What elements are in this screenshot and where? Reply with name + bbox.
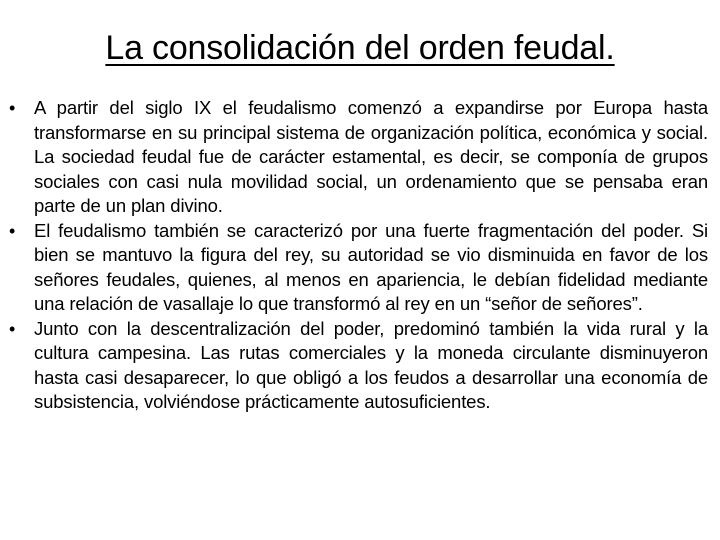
bullet-item-fragmentation — [9, 219, 708, 317]
bullet-text: A partir del siglo IX el feudalismo comenzó a expandirse por Europa hasta transformarse en su principal sistema de organización política, económica y social. La sociedad feudal fue de carácter estamental, es decir, se componía de grupos sociales con casi nula movilidad social, un ordenamiento que se pensaba eran parte de un plan divino. — [34, 97, 708, 216]
bullet-icon: • — [9, 220, 16, 241]
bullet-icon: • — [9, 318, 16, 339]
bullet-icon: • — [9, 98, 16, 118]
bullet-list — [9, 96, 708, 415]
bullet-text: Junto con la descentralización del poder, predominó también la vida rural y la cultura campesina. Las rutas comerciales y la moneda circulante disminuyeron hasta casi desaparecer, lo que obligó a los feudos a desarrollar una economía de subsistencia, volviéndose prácticamente autosuficientes. — [34, 317, 708, 412]
bullet-item-expansion — [9, 96, 708, 219]
slide-title: La consolidación del orden feudal. — [105, 29, 615, 67]
bullet-item-rural-life — [9, 317, 708, 415]
bullet-text: El feudalismo también se caracterizó por una fuerte fragmentación del poder. Si bien se mantuvo la figura del rey, su autoridad se vio disminuida en favor de los señores feudales, quienes, al menos en apariencia, le debían fidelidad mediante una relación de vasallaje lo que transformó al rey en un “señor de señores”. — [34, 219, 708, 314]
